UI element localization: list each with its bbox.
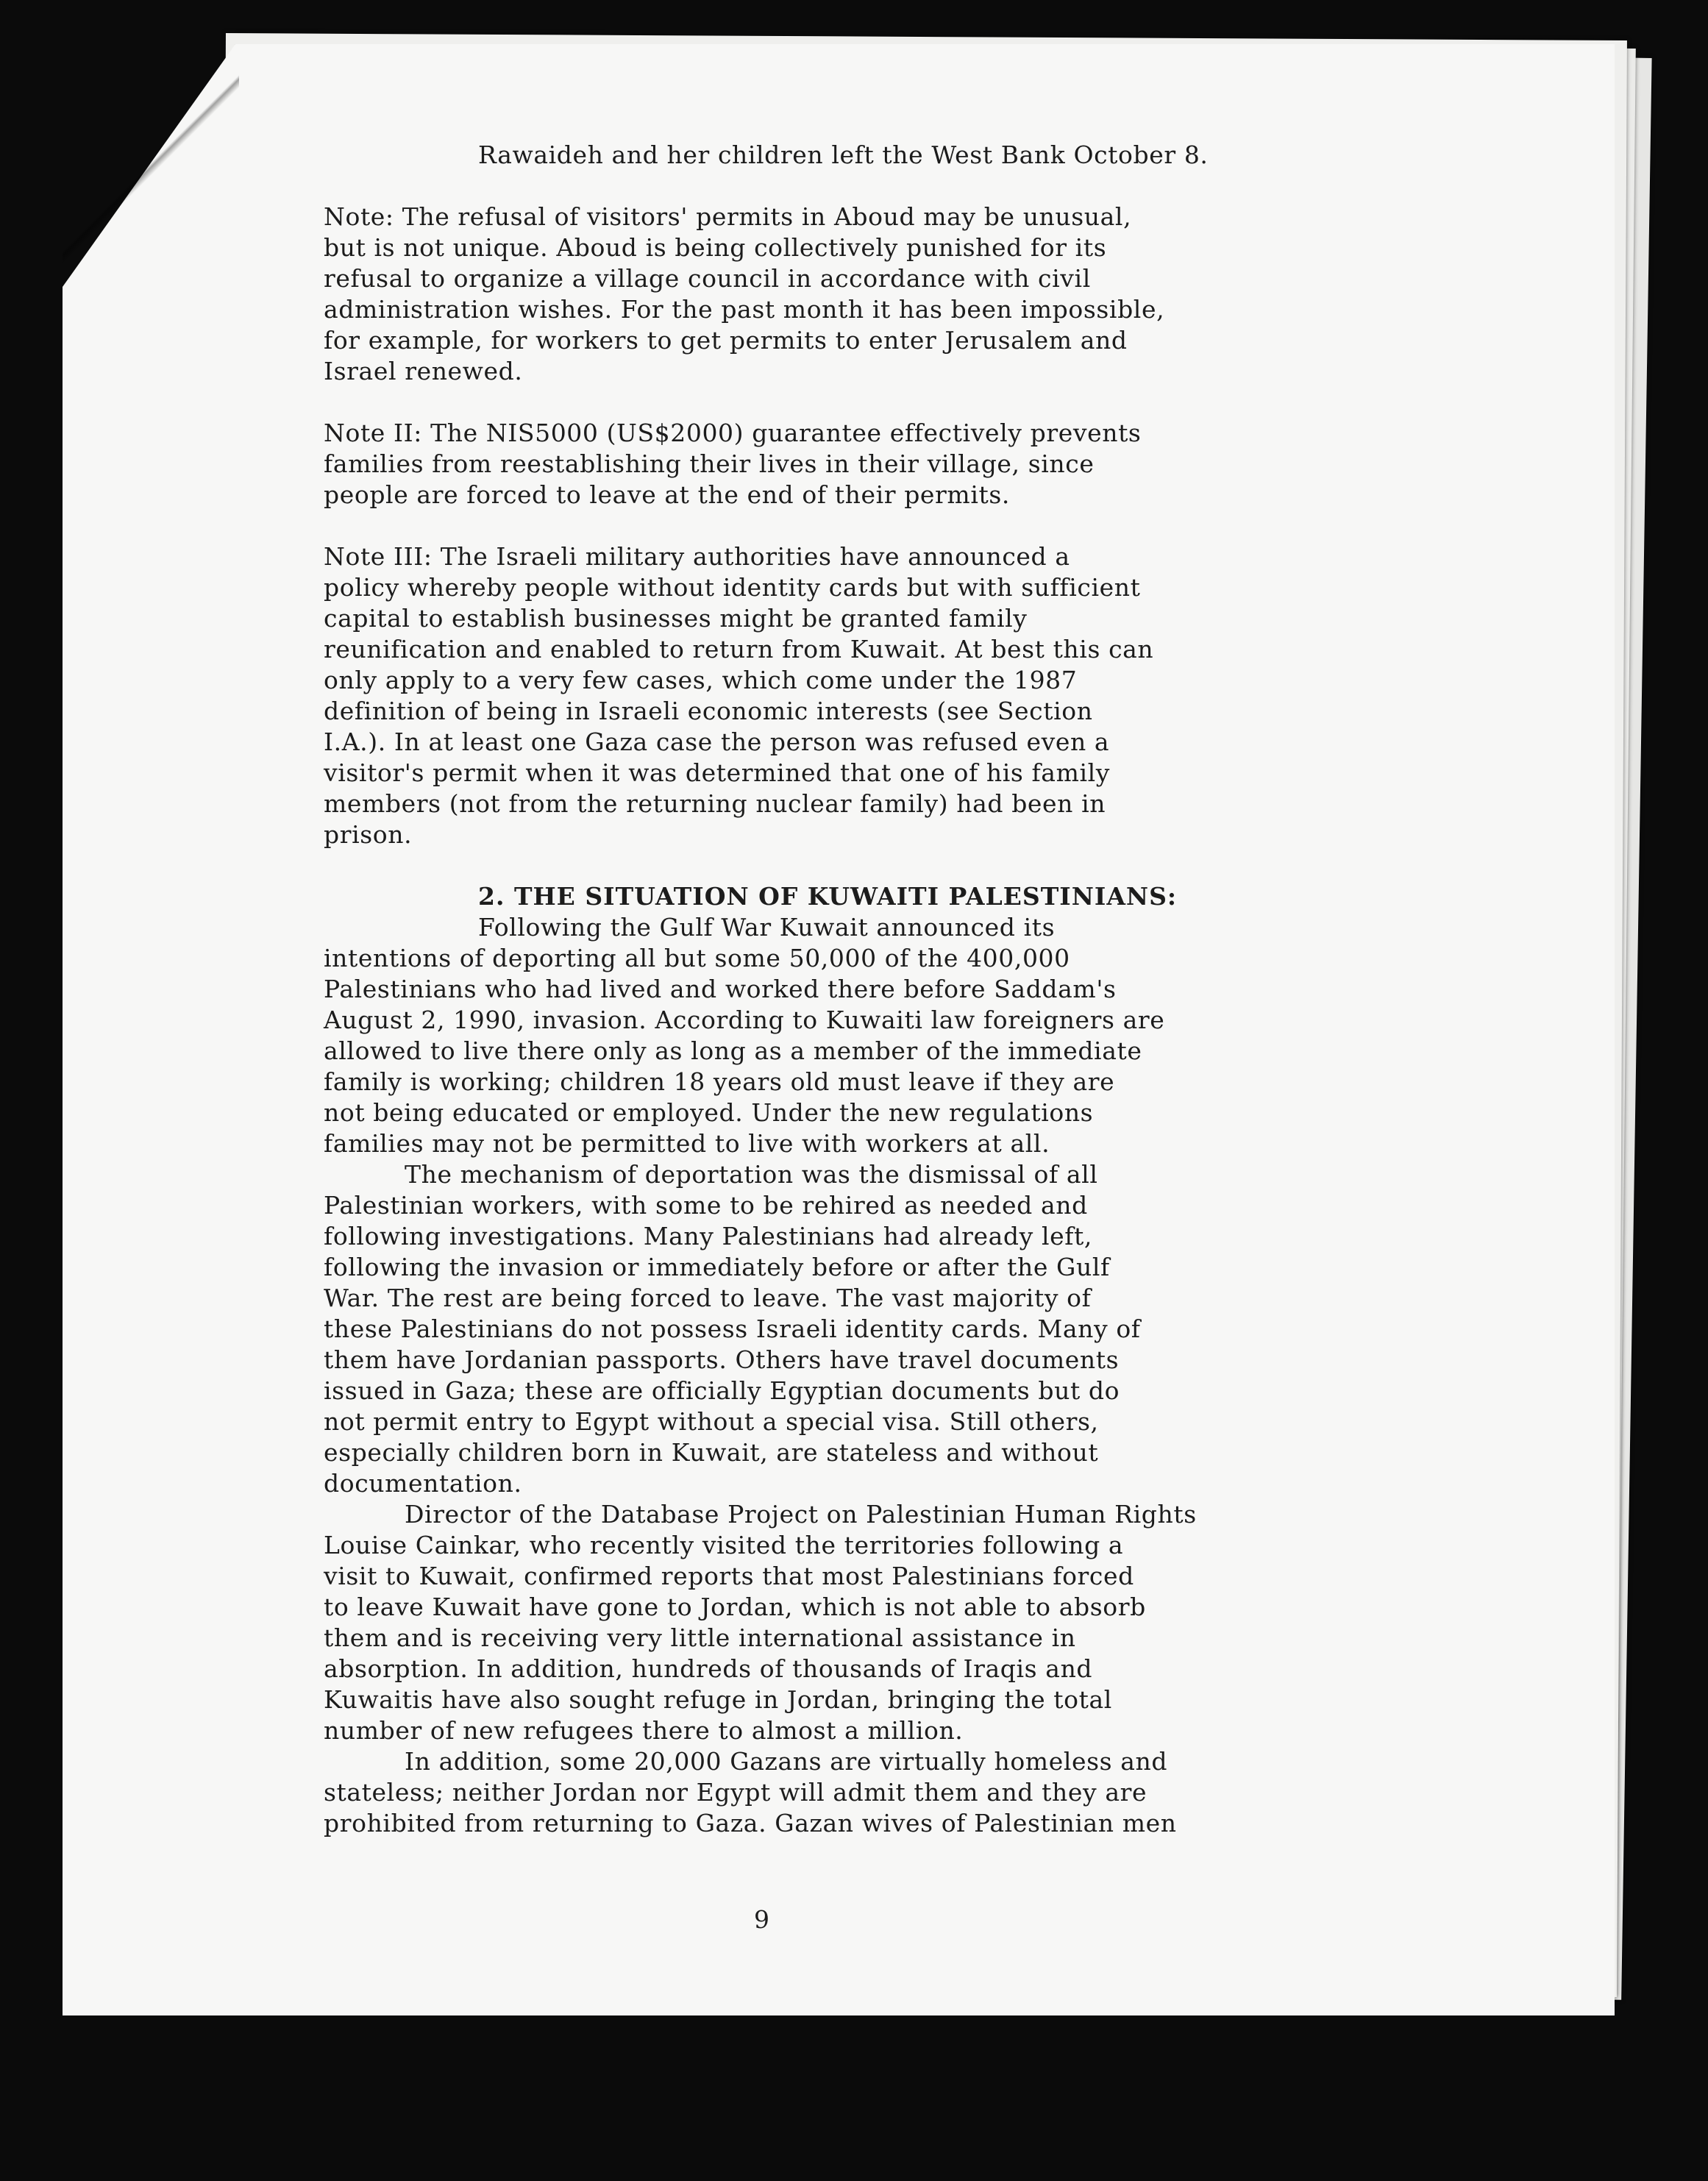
text-line: intentions of deporting all but some 50,000 of the 400,000	[324, 944, 1070, 972]
text-line: these Palestinians do not possess Israeli identity cards. Many of	[324, 1314, 1141, 1343]
text-line: prohibited from returning to Gaza. Gazan wives of Palestinian men	[324, 1809, 1177, 1837]
text-line: them have Jordanian passports. Others have travel documents	[324, 1345, 1120, 1374]
paragraph-3	[324, 1499, 1368, 1746]
paragraph-2	[324, 1159, 1368, 1499]
text-line: absorption. In addition, hundreds of thousands of Iraqis and	[324, 1654, 1093, 1683]
text-line: Kuwaitis have also sought refuge in Jordan, bringing the total	[324, 1685, 1112, 1714]
paragraph-1	[324, 912, 1368, 1159]
text-line: them and is receiving very little international assistance in	[324, 1623, 1076, 1652]
text-line: Director of the Database Project on Palestinian Human Rights	[405, 1500, 1197, 1529]
text-line: visit to Kuwait, confirmed reports that most Palestinians forced	[324, 1562, 1134, 1590]
text-line: Palestinian workers, with some to be rehired as needed and	[324, 1191, 1088, 1220]
text-line: policy whereby people without identity cards but with sufficient	[324, 573, 1141, 602]
text-line: only apply to a very few cases, which come under the 1987	[324, 666, 1078, 694]
text-line: Louise Cainkar, who recently visited the territories following a	[324, 1531, 1124, 1559]
text-line: Note: The refusal of visitors' permits in Aboud may be unusual,	[324, 202, 1132, 231]
text-line: August 2, 1990, invasion. According to Kuwaiti law foreigners are	[324, 1006, 1165, 1034]
text-line: following investigations. Many Palestinians had already left,	[324, 1222, 1093, 1250]
text-line: allowed to live there only as long as a member of the immediate	[324, 1036, 1142, 1065]
text-line: prison.	[324, 820, 413, 849]
text-line: family is working; children 18 years old must leave if they are	[324, 1067, 1115, 1096]
text-line: Note III: The Israeli military authorities have announced a	[324, 542, 1070, 571]
paragraph-4	[324, 1746, 1368, 1839]
text-line: not being educated or employed. Under the new regulations	[324, 1098, 1094, 1127]
page-number: 9	[754, 1905, 769, 1934]
text-line: capital to establish businesses might be granted family	[324, 604, 1028, 633]
text-line: issued in Gaza; these are officially Egyptian documents but do	[324, 1376, 1120, 1405]
text-line: Note II: The NIS5000 (US$2000) guarantee effectively prevents	[324, 419, 1142, 447]
text-line: stateless; neither Jordan nor Egypt will admit them and they are	[324, 1778, 1147, 1807]
text-line: refusal to organize a village council in accordance with civil	[324, 264, 1091, 293]
opening-line	[324, 140, 1368, 171]
note-2	[324, 418, 1368, 510]
document-body	[324, 140, 1368, 1839]
text-line: members (not from the returning nuclear family) had been in	[324, 789, 1106, 818]
text-line: number of new refugees there to almost a million.	[324, 1716, 964, 1745]
note-3	[324, 541, 1368, 850]
text-line: Following the Gulf War Kuwait announced its	[478, 913, 1056, 942]
text-line: documentation.	[324, 1469, 522, 1498]
text-line: not permit entry to Egypt without a special visa. Still others,	[324, 1407, 1099, 1436]
text-line: In addition, some 20,000 Gazans are virtually homeless and	[405, 1747, 1168, 1776]
text-line: I.A.). In at least one Gaza case the person was refused even a	[324, 727, 1110, 756]
heading-line: 2. THE SITUATION OF KUWAITI PALESTINIANS:	[478, 882, 1178, 911]
text-line: but is not unique. Aboud is being collectively punished for its	[324, 233, 1107, 262]
text-line: reunification and enabled to return from Kuwait. At best this can	[324, 635, 1154, 663]
text-line: War. The rest are being forced to leave. The vast majority of	[324, 1284, 1092, 1312]
text-line: to leave Kuwait have gone to Jordan, which is not able to absorb	[324, 1593, 1146, 1621]
section-heading	[324, 881, 1368, 912]
text-line: people are forced to leave at the end of their permits.	[324, 480, 1010, 509]
text-line: definition of being in Israeli economic interests (see Section	[324, 697, 1093, 725]
text-line: The mechanism of deportation was the dismissal of all	[405, 1160, 1098, 1189]
note-1	[324, 202, 1368, 387]
text-line: Palestinians who had lived and worked there before Saddam's	[324, 975, 1117, 1003]
text-line: especially children born in Kuwait, are stateless and without	[324, 1438, 1099, 1467]
text-line: visitor's permit when it was determined that one of his family	[324, 758, 1111, 787]
text-line: Israel renewed.	[324, 357, 523, 385]
text-line: following the invasion or immediately before or after the Gulf	[324, 1253, 1110, 1281]
text-line: families may not be permitted to live with workers at all.	[324, 1129, 1050, 1158]
text-line: administration wishes. For the past month it has been impossible,	[324, 295, 1165, 324]
text-line: Rawaideh and her children left the West Bank October 8.	[478, 140, 1209, 169]
text-line: families from reestablishing their lives in their village, since	[324, 449, 1095, 478]
text-line: for example, for workers to get permits to enter Jerusalem and	[324, 326, 1128, 355]
